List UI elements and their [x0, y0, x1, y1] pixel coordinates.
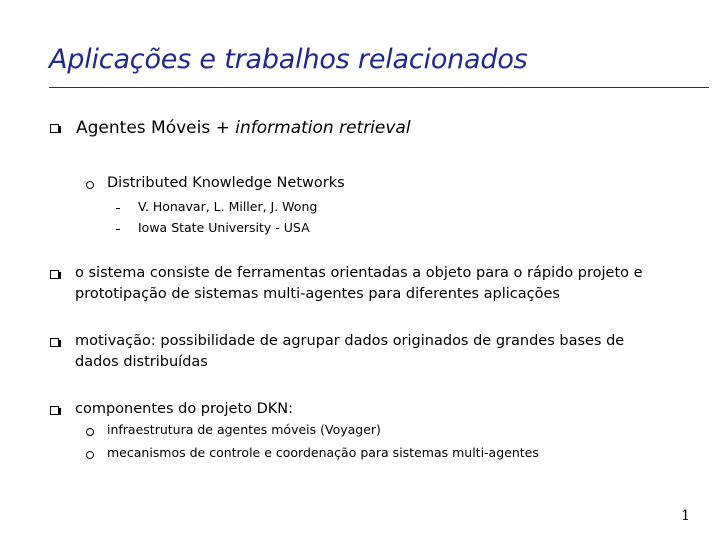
bullet-sistema: o sistema consiste de ferramentas orientadas a objeto para o rápido projeto e prototipação de sistemas multi-agentes para diferentes aplicações	[75, 265, 643, 302]
page-number: 1	[681, 508, 690, 524]
bullet-agentes-moveis	[76, 118, 411, 138]
bullet-text-italic: information retrieval	[235, 118, 411, 138]
square-bullet-icon	[50, 338, 59, 347]
sub-bullet-infraestrutura: infraestrutura de agentes móveis (Voyager)	[107, 422, 381, 437]
round-bullet-icon	[86, 428, 94, 436]
sub-sub-bullet-university: Iowa State University - USA	[138, 220, 310, 235]
sub-sub-bullet-authors: V. Honavar, L. Miller, J. Wong	[138, 199, 318, 214]
square-bullet-icon	[50, 406, 59, 415]
bullet-text-plain: Agentes Móveis +	[76, 118, 236, 138]
title-underline	[49, 87, 709, 88]
dash-bullet-icon	[116, 208, 120, 209]
square-bullet-icon	[50, 124, 59, 133]
sub-bullet-dkn: Distributed Knowledge Networks	[107, 175, 345, 191]
slide-title: Aplicações e trabalhos relacionados	[49, 44, 528, 75]
round-bullet-icon	[86, 451, 94, 459]
square-bullet-icon	[50, 270, 59, 279]
bullet-motivacao: motivação: possibilidade de agrupar dados originados de grandes bases de dados distribuídas	[75, 333, 625, 370]
bullet-componentes: componentes do projeto DKN:	[75, 401, 294, 417]
round-bullet-icon	[86, 181, 94, 189]
dash-bullet-icon	[116, 229, 120, 230]
sub-bullet-mecanismos: mecanismos de controle e coordenação para sistemas multi-agentes	[107, 445, 539, 460]
